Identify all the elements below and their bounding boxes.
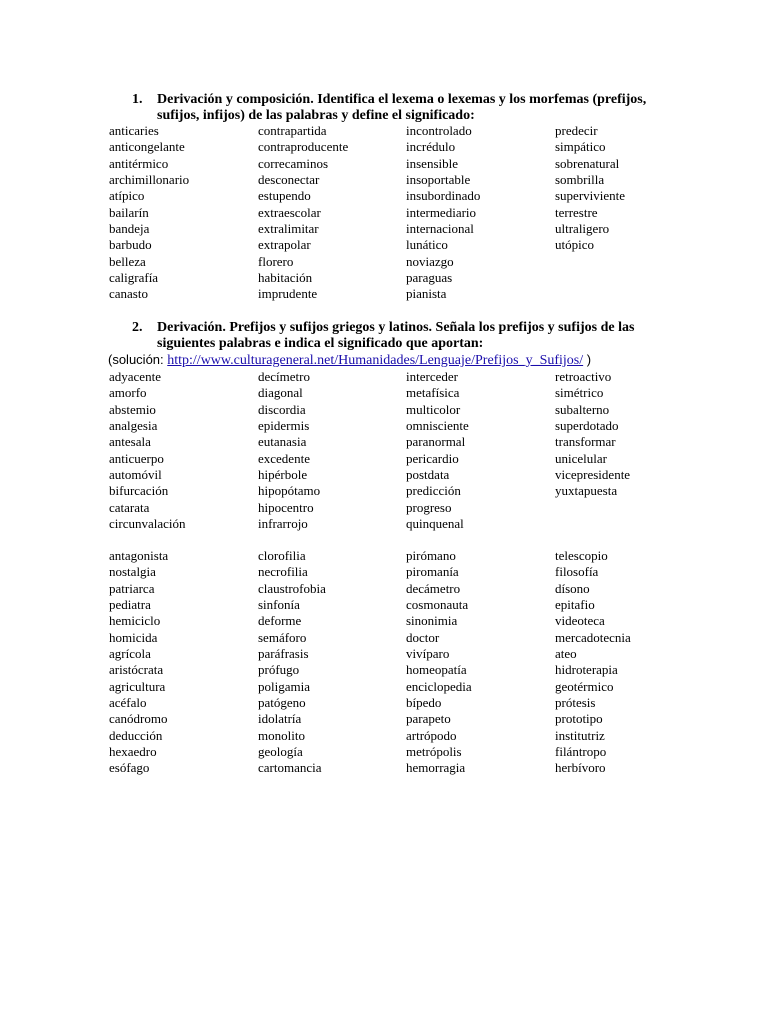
section-1-title: Derivación y composición. Identifica el lexema o lexemas y los morfemas (prefijos, sufijos, infijos) de las palabras y define el significado: (157, 92, 647, 123)
word-cell: florero (258, 253, 294, 269)
word-cell: decámetro (406, 580, 461, 596)
word-cell: infrarrojo (258, 516, 308, 532)
word-cell: patriarca (109, 580, 155, 596)
section-2-word-grid-b (109, 548, 665, 777)
section-2-heading (132, 320, 672, 352)
word-cell: intermediario (406, 204, 477, 220)
word-cell: antagonista (109, 548, 169, 563)
word-cell: telescopio (555, 548, 608, 563)
word-cell: contraproducente (258, 139, 349, 155)
word-cell: estupendo (258, 188, 311, 204)
word-cell: homicida (109, 629, 158, 645)
word-cell: catarata (109, 499, 150, 515)
word-cell: pericardio (406, 450, 459, 466)
word-cell: yuxtapuesta (555, 483, 618, 499)
word-cell: caligrafía (109, 270, 159, 286)
word-cell: insoportable (406, 172, 471, 188)
word-cell: retroactivo (555, 369, 612, 384)
word-cell (555, 254, 665, 270)
section-2-title: Derivación. Prefijos y sufijos griegos y latinos. Señala los prefijos y sufijos de las siguientes palabras e indica el significado que aportan: (157, 320, 635, 351)
word-cell: transformar (555, 434, 616, 450)
word-cell: filosofía (555, 564, 599, 580)
word-cell: vivíparo (406, 646, 450, 662)
word-cell: pianista (406, 286, 447, 302)
word-cell: unicelular (555, 450, 607, 466)
word-cell: mercadotecnia (555, 629, 631, 645)
word-cell: deforme (258, 613, 302, 629)
word-cell: semáforo (258, 629, 307, 645)
word-cell: epitafio (555, 597, 595, 613)
word-cell: sobrenatural (555, 155, 620, 171)
word-cell: lunático (406, 237, 448, 253)
word-cell: institutriz (555, 727, 605, 743)
word-cell: artrópodo (406, 727, 457, 743)
word-cell: excedente (258, 450, 310, 466)
word-cell: prototipo (555, 711, 603, 727)
word-cell (555, 286, 665, 302)
word-cell: bandeja (109, 221, 150, 237)
word-cell: archimillonario (109, 172, 190, 188)
word-cell: amorfo (109, 385, 147, 401)
word-cell: bípedo (406, 695, 442, 711)
word-cell: terrestre (555, 204, 598, 220)
word-cell: barbudo (109, 237, 152, 253)
word-cell: necrofilia (258, 564, 308, 580)
word-cell: predecir (555, 123, 598, 138)
word-cell: pirómano (406, 548, 456, 563)
word-cell: omnisciente (406, 418, 469, 434)
word-cell: diagonal (258, 385, 303, 401)
word-cell: incontrolado (406, 123, 472, 138)
word-cell: clorofilia (258, 548, 306, 563)
word-cell: hipopótamo (258, 483, 321, 499)
word-cell: progreso (406, 499, 452, 515)
word-cell: deducción (109, 727, 163, 743)
word-cell: adyacente (109, 369, 161, 384)
word-cell: canasto (109, 286, 148, 302)
word-cell: simétrico (555, 385, 604, 401)
word-cell: acéfalo (109, 695, 147, 711)
word-cell: cosmonauta (406, 597, 469, 613)
word-cell: herbívoro (555, 760, 606, 776)
solution-line (108, 352, 591, 369)
word-cell (555, 516, 665, 532)
word-cell: metafísica (406, 385, 460, 401)
word-cell: parapeto (406, 711, 451, 727)
word-cell: automóvil (109, 467, 162, 483)
solution-suffix: ) (583, 352, 592, 367)
word-cell: hemorragia (406, 760, 466, 776)
word-cell: abstemio (109, 401, 156, 417)
word-cell: circunvalación (109, 516, 186, 532)
word-cell: geología (258, 744, 303, 760)
word-cell: extrapolar (258, 237, 311, 253)
word-cell: prótesis (555, 695, 596, 711)
word-cell: insubordinado (406, 188, 481, 204)
word-cell: metrópolis (406, 744, 462, 760)
word-cell: ateo (555, 646, 577, 662)
section-1-heading (132, 92, 672, 124)
word-cell: doctor (406, 629, 440, 645)
word-cell: utópico (555, 237, 594, 253)
solution-link[interactable]: http://www.culturageneral.net/Humanidades/Lenguaje/Prefijos_y_Sufijos/ (167, 353, 584, 368)
section-2-number: 2. (132, 320, 143, 335)
word-cell: dísono (555, 580, 590, 596)
word-cell: subalterno (555, 401, 610, 417)
section-2-word-grid-a (109, 369, 665, 532)
word-cell: agrícola (109, 646, 151, 662)
word-cell: analgesia (109, 418, 158, 434)
section-1-number: 1. (132, 92, 143, 107)
word-cell: nostalgia (109, 564, 156, 580)
word-cell: antesala (109, 434, 151, 450)
word-cell: aristócrata (109, 662, 164, 678)
word-cell: esófago (109, 760, 150, 776)
word-cell: monolito (258, 727, 305, 743)
word-cell: paraguas (406, 270, 453, 286)
word-cell: piromanía (406, 564, 459, 580)
word-cell: contrapartida (258, 123, 327, 138)
word-cell: quinquenal (406, 516, 464, 532)
word-cell: cartomancia (258, 760, 322, 776)
word-cell: canódromo (109, 711, 168, 727)
word-cell: vicepresidente (555, 467, 631, 483)
word-cell: geotérmico (555, 678, 614, 694)
word-cell: postdata (406, 467, 450, 483)
word-cell: antitérmico (109, 155, 169, 171)
word-cell: imprudente (258, 286, 318, 302)
word-cell: paranormal (406, 434, 466, 450)
word-cell: hexaedro (109, 744, 157, 760)
word-cell: anticongelante (109, 139, 185, 155)
word-cell: patógeno (258, 695, 306, 711)
word-cell: filántropo (555, 744, 607, 760)
word-cell: claustrofobia (258, 580, 326, 596)
word-cell: belleza (109, 253, 146, 269)
word-cell: hidroterapia (555, 662, 618, 678)
word-cell: sinonimia (406, 613, 458, 629)
word-cell: paráfrasis (258, 646, 309, 662)
word-cell (555, 270, 665, 286)
word-cell: epidermis (258, 418, 310, 434)
word-cell: multicolor (406, 401, 461, 417)
word-cell: decímetro (258, 369, 310, 384)
word-cell: anticaries (109, 123, 159, 138)
word-cell: incrédulo (406, 139, 456, 155)
section-1-word-grid (109, 123, 665, 303)
word-cell: extraescolar (258, 204, 321, 220)
word-cell: simpático (555, 139, 606, 155)
word-cell: videoteca (555, 613, 605, 629)
word-cell: agricultura (109, 678, 166, 694)
word-cell: eutanasia (258, 434, 307, 450)
word-cell: sinfonía (258, 597, 300, 613)
word-cell: habitación (258, 270, 313, 286)
word-cell (555, 500, 665, 516)
word-cell: internacional (406, 221, 474, 237)
word-cell: hemiciclo (109, 613, 161, 629)
word-cell: correcaminos (258, 155, 329, 171)
word-cell: discordia (258, 401, 306, 417)
word-cell: hipérbole (258, 467, 308, 483)
word-cell: interceder (406, 369, 458, 384)
word-cell: poligamia (258, 678, 310, 694)
word-cell: atípico (109, 188, 145, 204)
word-cell: extralimitar (258, 221, 319, 237)
word-cell: hipocentro (258, 499, 314, 515)
word-cell: homeopatía (406, 662, 467, 678)
solution-prefix: (solución: (108, 352, 168, 367)
word-cell: sombrilla (555, 172, 605, 188)
word-cell: superdotado (555, 418, 619, 434)
word-cell: bifurcación (109, 483, 169, 499)
word-cell: desconectar (258, 172, 320, 188)
word-cell: bailarín (109, 204, 149, 220)
word-cell: idolatría (258, 711, 302, 727)
word-cell: pediatra (109, 597, 151, 613)
word-cell: noviazgo (406, 253, 454, 269)
word-cell: enciclopedia (406, 678, 472, 694)
word-cell: predicción (406, 483, 461, 499)
word-cell: anticuerpo (109, 450, 164, 466)
word-cell: ultraligero (555, 221, 610, 237)
word-cell: superviviente (555, 188, 626, 204)
word-cell: prófugo (258, 662, 300, 678)
word-cell: insensible (406, 155, 458, 171)
